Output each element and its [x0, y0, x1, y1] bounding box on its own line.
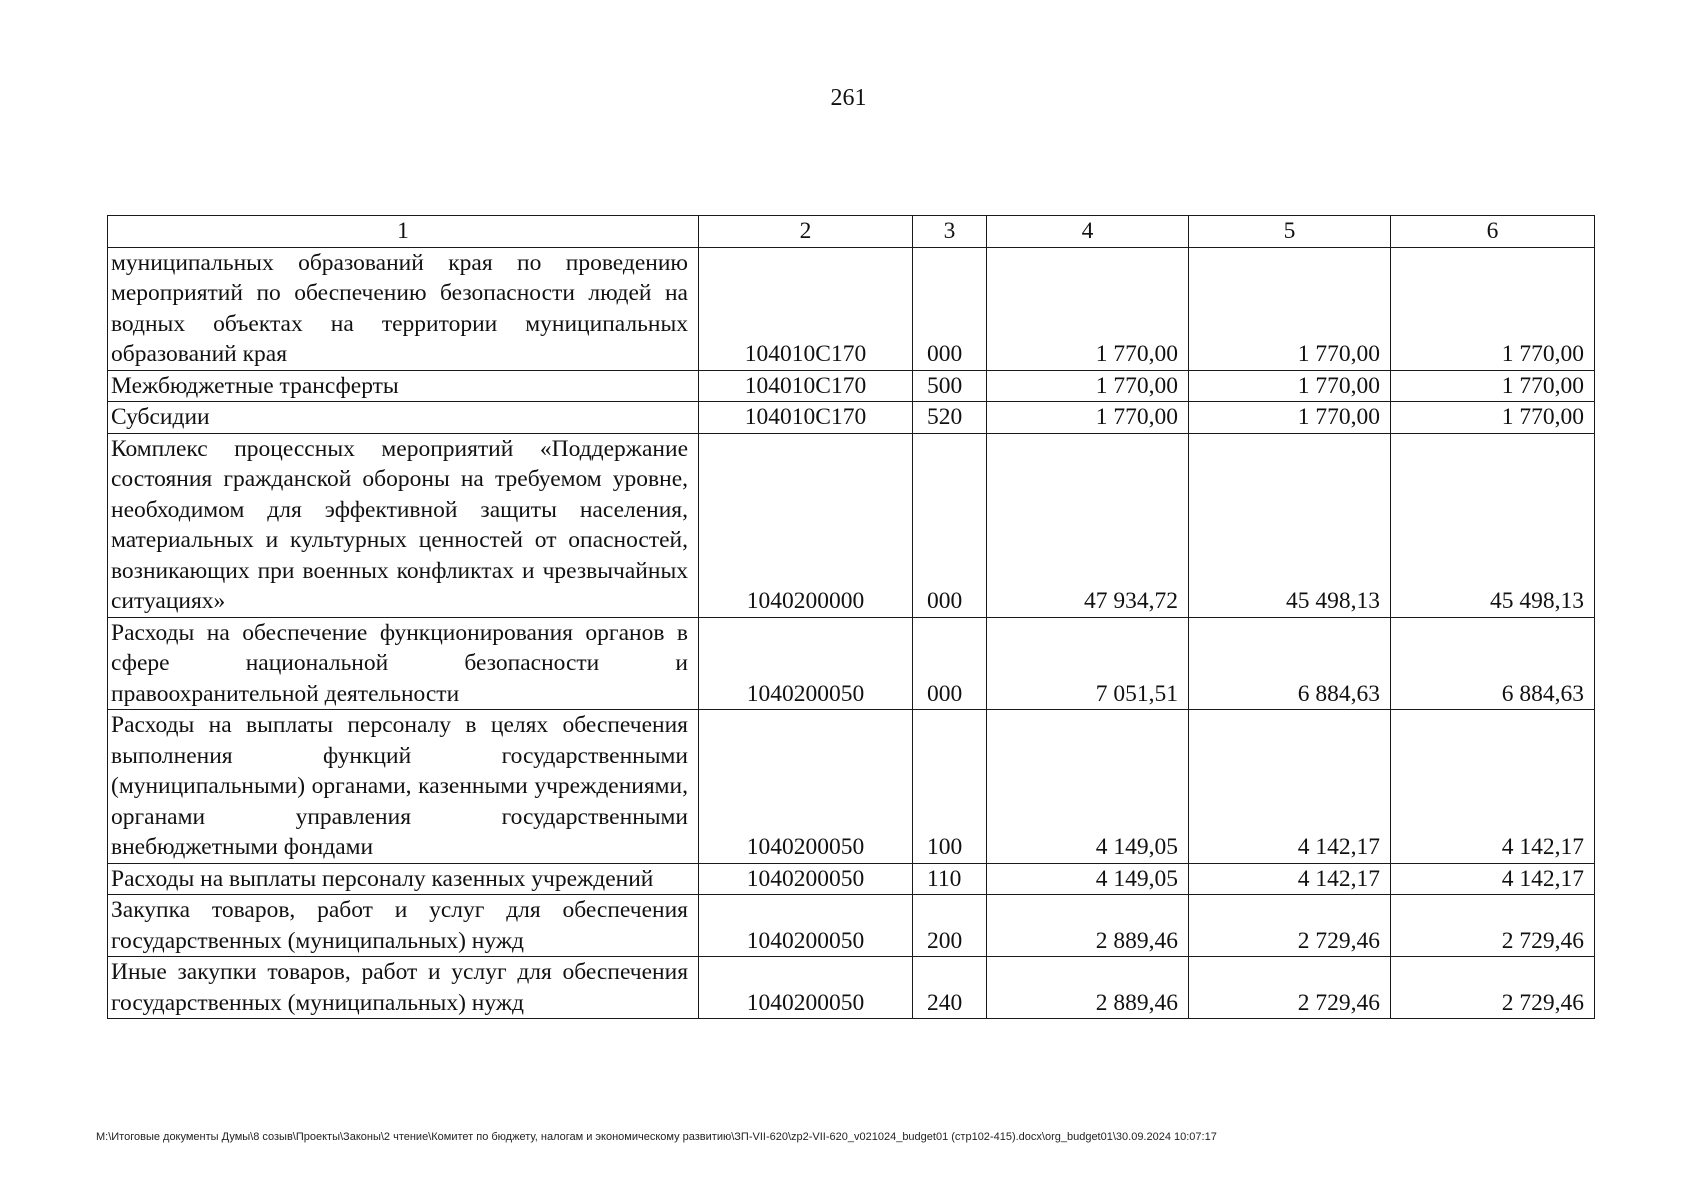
row-amount-col4-cell: 7 051,51	[987, 617, 1189, 710]
row-code-cell: 1040200050	[699, 710, 913, 864]
row-name-cell: Межбюджетные трансферты	[108, 370, 699, 402]
row-name-cell: Субсидии	[108, 402, 699, 434]
table-row	[108, 863, 1595, 895]
budget-table	[107, 215, 1595, 1019]
row-amount-col5-cell: 4 142,17	[1189, 710, 1391, 864]
row-amount-col5-cell: 2 729,46	[1189, 895, 1391, 957]
column-number-6: 6	[1391, 216, 1595, 248]
row-code-cell: 1040200050	[699, 957, 913, 1019]
row-amount-col4-cell: 4 149,05	[987, 710, 1189, 864]
table-row	[108, 710, 1595, 864]
row-amount-col6-cell: 4 142,17	[1391, 863, 1595, 895]
row-amount-col6-cell: 2 729,46	[1391, 957, 1595, 1019]
row-amount-col4-cell: 2 889,46	[987, 895, 1189, 957]
table-row	[108, 247, 1595, 370]
row-amount-col4-cell: 1 770,00	[987, 370, 1189, 402]
row-expense-type-cell: 500	[913, 370, 987, 402]
row-code-cell: 104010С170	[699, 402, 913, 434]
table-row	[108, 402, 1595, 434]
table-row	[108, 617, 1595, 710]
row-name-cell: Расходы на выплаты персоналу в целях обеспечения выполнения функций государственными (муниципальными) органами, казенными учреждениями, органами управления государственными внебюджетными фондами	[108, 710, 699, 864]
row-name-cell: Иные закупки товаров, работ и услуг для обеспечения государственных (муниципальных) нужд	[108, 957, 699, 1019]
row-expense-type-cell: 000	[913, 247, 987, 370]
column-number-3: 3	[913, 216, 987, 248]
table-row	[108, 433, 1595, 617]
row-code-cell: 104010С170	[699, 370, 913, 402]
row-amount-col6-cell: 45 498,13	[1391, 433, 1595, 617]
row-expense-type-cell: 000	[913, 617, 987, 710]
row-expense-type-cell: 100	[913, 710, 987, 864]
row-amount-col4-cell: 47 934,72	[987, 433, 1189, 617]
row-amount-col6-cell: 4 142,17	[1391, 710, 1595, 864]
row-name-cell: Закупка товаров, работ и услуг для обеспечения государственных (муниципальных) нужд	[108, 895, 699, 957]
column-number-2: 2	[699, 216, 913, 248]
row-name-cell: Комплекс процессных мероприятий «Поддержание состояния гражданской обороны на требуемом уровне, необходимом для эффективной защиты населения, материальных и культурных ценностей от опасностей, возникающих при военных конфликтах и чрезвычайных ситуациях»	[108, 433, 699, 617]
row-amount-col4-cell: 4 149,05	[987, 863, 1189, 895]
row-expense-type-cell: 240	[913, 957, 987, 1019]
row-amount-col4-cell: 1 770,00	[987, 402, 1189, 434]
table-row	[108, 957, 1595, 1019]
row-amount-col5-cell: 6 884,63	[1189, 617, 1391, 710]
row-expense-type-cell: 520	[913, 402, 987, 434]
row-amount-col5-cell: 2 729,46	[1189, 957, 1391, 1019]
row-amount-col6-cell: 1 770,00	[1391, 247, 1595, 370]
row-amount-col6-cell: 1 770,00	[1391, 402, 1595, 434]
row-code-cell: 1040200000	[699, 433, 913, 617]
table-row	[108, 895, 1595, 957]
row-code-cell: 1040200050	[699, 863, 913, 895]
row-amount-col6-cell: 2 729,46	[1391, 895, 1595, 957]
row-name-cell: Расходы на обеспечение функционирования органов в сфере национальной безопасности и правоохранительной деятельности	[108, 617, 699, 710]
row-expense-type-cell: 000	[913, 433, 987, 617]
column-number-4: 4	[987, 216, 1189, 248]
row-amount-col5-cell: 1 770,00	[1189, 247, 1391, 370]
table-header-row	[108, 216, 1595, 248]
row-amount-col4-cell: 2 889,46	[987, 957, 1189, 1019]
row-code-cell: 104010С170	[699, 247, 913, 370]
row-expense-type-cell: 110	[913, 863, 987, 895]
row-code-cell: 1040200050	[699, 895, 913, 957]
row-expense-type-cell: 200	[913, 895, 987, 957]
row-amount-col6-cell: 6 884,63	[1391, 617, 1595, 710]
row-name-cell: муниципальных образований края по проведению мероприятий по обеспечению безопасности людей на водных объектах на территории муниципальных образований края	[108, 247, 699, 370]
column-number-5: 5	[1189, 216, 1391, 248]
row-amount-col5-cell: 4 142,17	[1189, 863, 1391, 895]
row-code-cell: 1040200050	[699, 617, 913, 710]
row-amount-col5-cell: 1 770,00	[1189, 402, 1391, 434]
row-amount-col6-cell: 1 770,00	[1391, 370, 1595, 402]
page-number: 261	[830, 85, 867, 111]
row-amount-col4-cell: 1 770,00	[987, 247, 1189, 370]
table-row	[108, 370, 1595, 402]
row-amount-col5-cell: 1 770,00	[1189, 370, 1391, 402]
row-amount-col5-cell: 45 498,13	[1189, 433, 1391, 617]
row-name-cell: Расходы на выплаты персоналу казенных учреждений	[108, 863, 699, 895]
column-number-1: 1	[108, 216, 699, 248]
document-file-path: M:\Итоговые документы Думы\8 созыв\Проекты\Законы\2 чтение\Комитет по бюджету, налогам и экономическому развитию\ЗП-VII-620\zp2-VII-620_v021024_budget01 (стр102-415).docx\org_budget01\30.09.2024 10:07:17	[96, 1131, 1217, 1143]
